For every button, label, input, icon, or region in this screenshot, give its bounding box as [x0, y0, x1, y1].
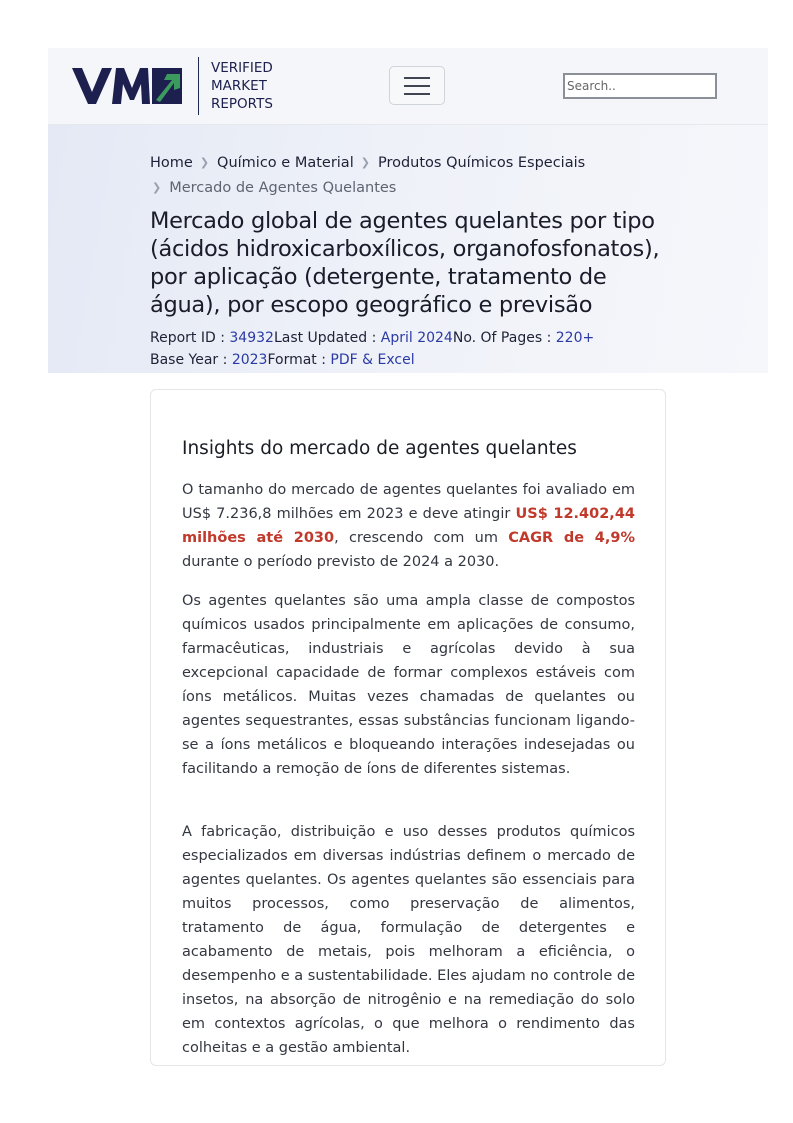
chevron-right-icon: ❯ [360, 156, 370, 169]
hamburger-icon [404, 77, 430, 79]
logo-line-verified: VERIFIED [211, 60, 273, 76]
report-meta [150, 327, 594, 371]
breadcrumb-chemical-material[interactable]: Químico e Material [217, 155, 354, 171]
last-updated-label: Last Updated : [273, 330, 381, 346]
logo-line-reports: REPORTS [211, 96, 273, 112]
insights-paragraph-1: O tamanho do mercado de agentes quelantes foi avaliado em US$ 7.236,8 milhões em 2023 e deve atingir US$ 12.402,44 milhões até 2030, crescendo com um CAGR de 4,9% durante o período previsto de 2024 a 2030. [182, 482, 635, 570]
insights-heading: Insights do mercado de agentes quelantes [182, 438, 577, 459]
cagr-highlight: CAGR de 4,9% [508, 530, 635, 546]
insights-paragraph-2: Os agentes quelantes são uma ampla classe de compostos químicos usados principalmente em aplicações de consumo, farmacêuticas, industriais e agrícolas devido à sua excepcional capacidade de formar complexos estáveis com íons metálicos. Muitas vezes chamadas de quelantes ou agentes sequestrantes, essas substâncias funcionam ligando-se a íons metálicos e bloqueando interações indesejadas ou facilitando a remoção de íons de diferentes sistemas. [182, 593, 635, 777]
breadcrumb [150, 151, 670, 201]
report-id-label: Report ID : [150, 330, 230, 346]
insights-card [150, 389, 666, 1066]
format-value: PDF & Excel [330, 352, 415, 368]
logo-divider [198, 57, 199, 115]
pages-value: 220+ [555, 330, 595, 346]
report-id-value: 34932 [229, 330, 274, 346]
vmr-logo-mark [72, 66, 184, 106]
forecast-value-highlight: US$ 12.402,44 milhões até 2030 [182, 506, 635, 546]
breadcrumb-current: Mercado de Agentes Quelantes [169, 180, 397, 196]
insights-paragraph-3: A fabricação, distribuição e uso desses produtos químicos especializados em diversas indústrias definem o mercado de agentes quelantes. Os agentes quelantes são essenciais para muitos processos, como preservação de alimentos, tratamento de água, formulação de detergentes e acabamento de metais, pois melhoram a eficiência, o desempenho e a sustentabilidade. Eles ajudam no controle de insetos, na absorção de nitrogênio e na remediação do solo em contextos agrícolas, o que melhora o rendimento das colheitas e a gestão ambiental. [182, 824, 635, 1056]
chevron-right-icon: ❯ [199, 156, 210, 169]
pages-label: No. Of Pages : [452, 330, 556, 346]
search-input[interactable] [563, 73, 717, 99]
breadcrumb-home[interactable]: Home [150, 155, 193, 171]
base-year-value: 2023 [231, 352, 268, 368]
report-hero [48, 125, 768, 373]
hamburger-menu-button[interactable] [389, 66, 445, 105]
site-header [48, 48, 768, 125]
last-updated-value: April 2024 [380, 330, 453, 346]
logo-line-market: MARKET [211, 78, 267, 94]
chevron-right-icon: ❯ [152, 181, 162, 194]
page-title: Mercado global de agentes quelantes por tipo (ácidos hidroxicarboxílicos, organofosfonatos), por aplicação (detergente, tratamento de água), por escopo geográfico e previsão [150, 208, 660, 318]
breadcrumb-specialty-chemicals[interactable]: Produtos Químicos Especiais [377, 155, 586, 171]
base-year-label: Base Year : [150, 352, 232, 368]
format-label: Format : [267, 352, 331, 368]
logo-wordmark [211, 59, 273, 113]
vmr-logo[interactable] [72, 56, 273, 116]
